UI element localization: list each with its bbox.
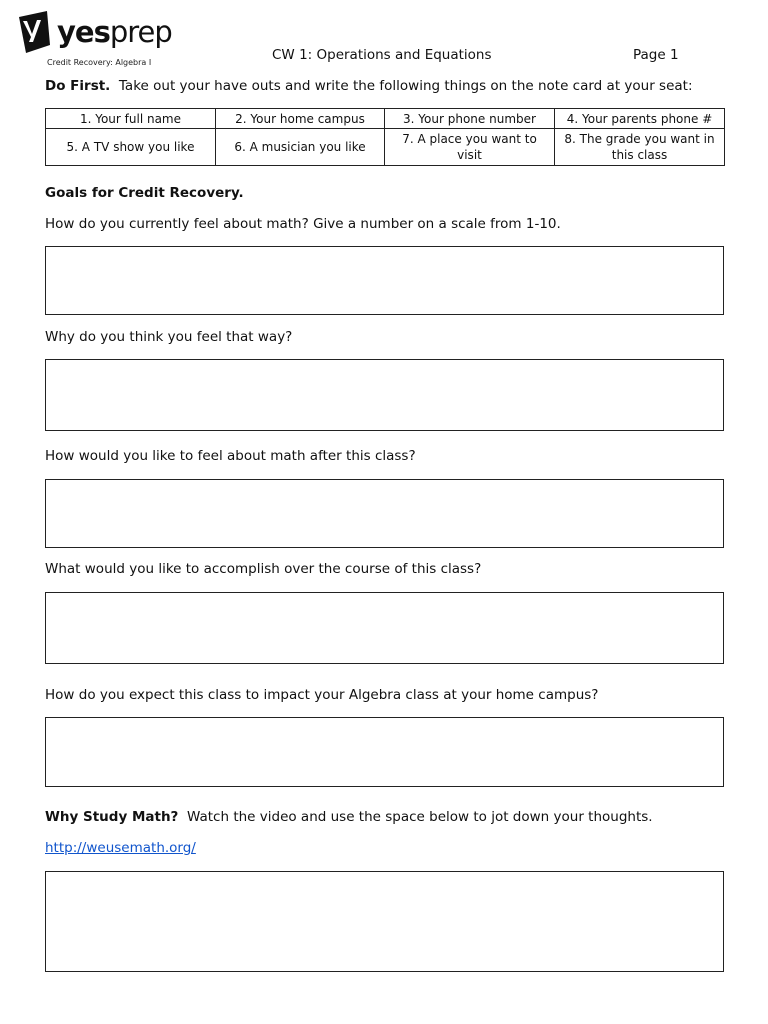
answer-box-1[interactable]	[45, 246, 724, 315]
why-study-label: Why Study Math?	[45, 809, 179, 825]
logo-wordmark-light: prep	[109, 14, 172, 49]
table-cell: 7. A place you want to visit	[385, 129, 555, 166]
logo-wordmark-bold: yes	[57, 14, 110, 49]
do-first-label: Do First.	[45, 78, 111, 94]
weusemath-link[interactable]: http://weusemath.org/	[45, 840, 196, 856]
why-study-text: Watch the video and use the space below to jot down your thoughts.	[187, 809, 653, 825]
do-first-instruction	[45, 78, 693, 94]
yesprep-logo	[17, 10, 172, 54]
why-study-instruction	[45, 809, 653, 825]
answer-box-4[interactable]	[45, 592, 724, 664]
logo-wordmark	[57, 14, 172, 49]
note-card-table	[45, 108, 725, 166]
table-cell: 4. Your parents phone #	[555, 109, 725, 129]
table-cell: 8. The grade you want in this class	[555, 129, 725, 166]
question-3: How would you like to feel about math after this class?	[45, 448, 416, 464]
yesprep-logo-mark-icon	[17, 11, 53, 53]
question-2: Why do you think you feel that way?	[45, 329, 293, 345]
answer-box-2[interactable]	[45, 359, 724, 431]
table-row	[46, 129, 725, 166]
do-first-text: Take out your have outs and write the following things on the note card at your seat:	[118, 78, 693, 94]
goals-heading: Goals for Credit Recovery.	[45, 185, 244, 201]
answer-box-6[interactable]	[45, 871, 724, 972]
table-cell: 3. Your phone number	[385, 109, 555, 129]
table-cell: 5. A TV show you like	[46, 129, 216, 166]
question-1: How do you currently feel about math? Give a number on a scale from 1-10.	[45, 216, 561, 232]
table-cell: 2. Your home campus	[216, 109, 385, 129]
course-name: Credit Recovery: Algebra I	[47, 58, 152, 67]
page-number: Page 1	[633, 47, 679, 63]
table-cell: 1. Your full name	[46, 109, 216, 129]
answer-box-5[interactable]	[45, 717, 724, 787]
table-row	[46, 109, 725, 129]
page-title: CW 1: Operations and Equations	[272, 47, 492, 63]
question-5: How do you expect this class to impact your Algebra class at your home campus?	[45, 687, 599, 703]
question-4: What would you like to accomplish over the course of this class?	[45, 561, 482, 577]
table-cell: 6. A musician you like	[216, 129, 385, 166]
answer-box-3[interactable]	[45, 479, 724, 548]
